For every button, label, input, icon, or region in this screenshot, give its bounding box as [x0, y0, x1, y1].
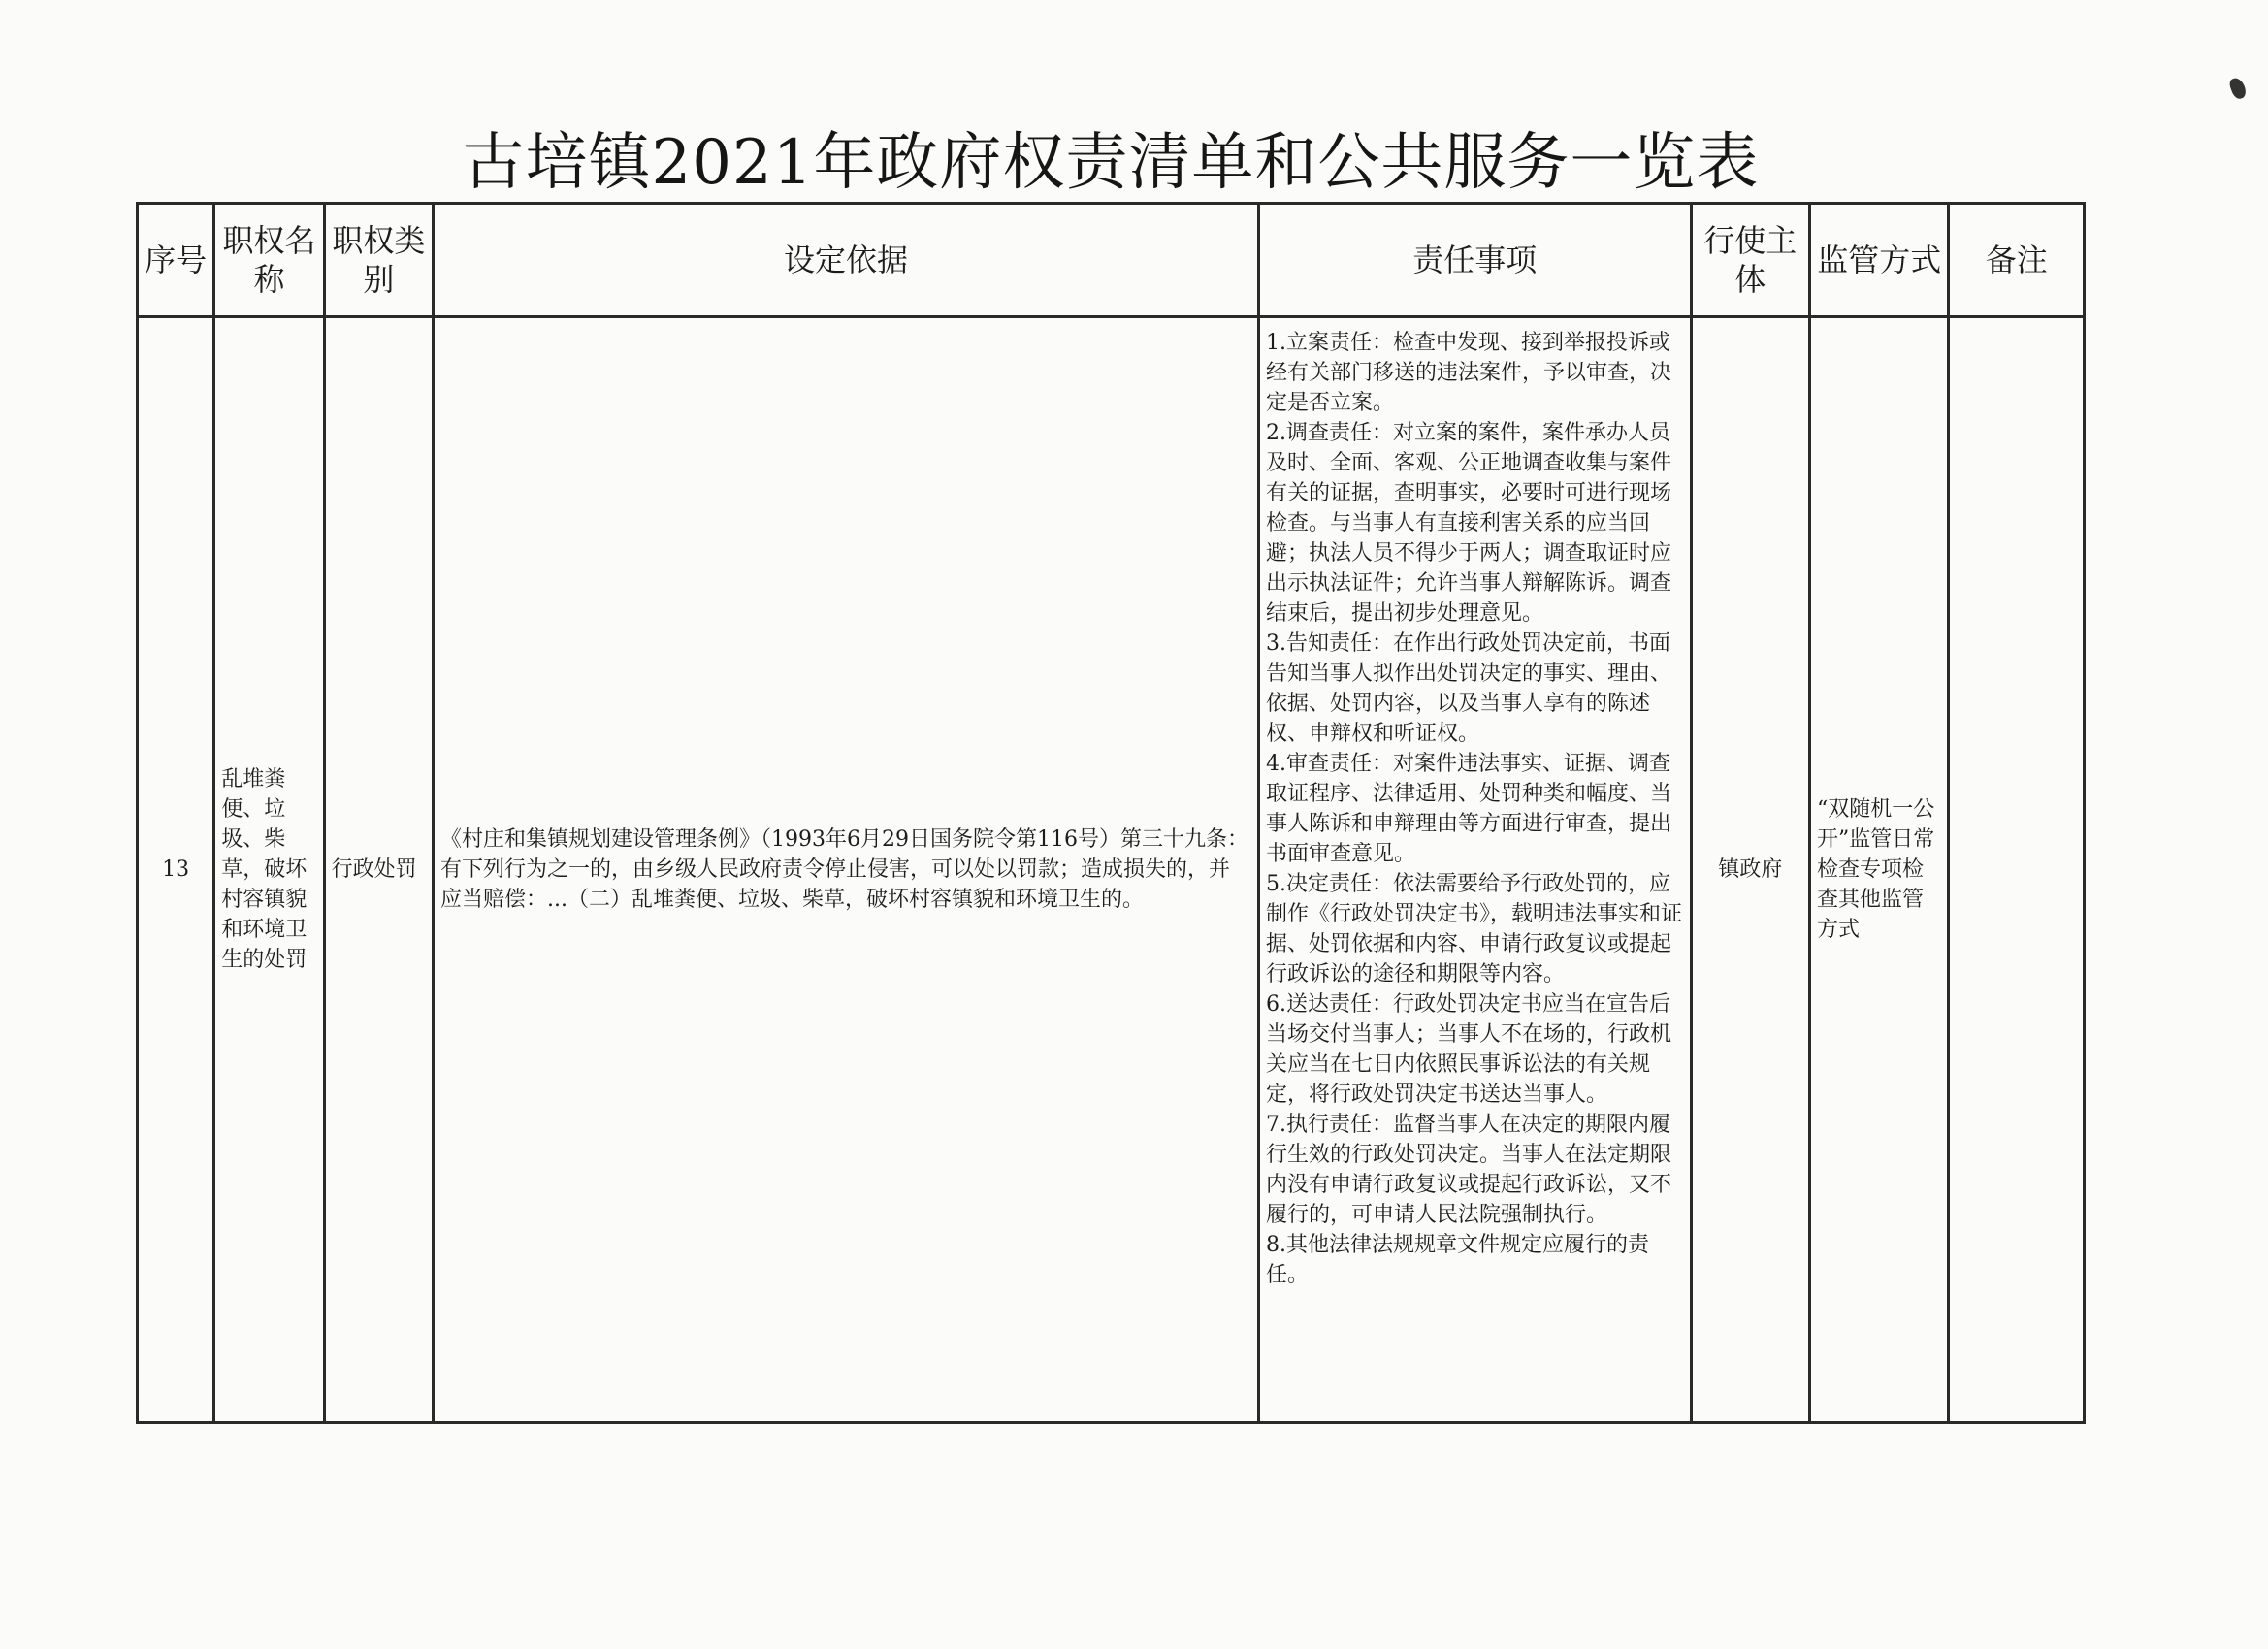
document-title: 古培镇2021年政府权责清单和公共服务一览表	[462, 127, 1760, 199]
cell-body: 镇政府	[1691, 317, 1809, 1423]
responsibility-item: 4.审查责任：对案件违法事实、证据、调查取证程序、法律适用、处罚种类和幅度、当事人陈诉和申辩理由等方面进行审查，提出书面审查意见。	[1266, 752, 1672, 866]
responsibility-item: 6.送达责任：行政处罚决定书应当在宣告后当场交付当事人；当事人不在场的，行政机关应当在七日内依照民事诉讼法的有关规定，将行政处罚决定书送达当事人。	[1266, 992, 1672, 1107]
cell-seq: 13	[138, 317, 214, 1423]
responsibility-item: 1.立案责任：检查中发现、接到举报投诉或经有关部门移送的违法案件，予以审查，决定是否立案。	[1266, 331, 1672, 415]
cell-note	[1949, 317, 2085, 1423]
responsibility-item: 5.决定责任：依法需要给予行政处罚的，应制作《行政处罚决定书》，载明违法事实和证据、处罚依据和内容、申请行政复议或提起行政诉讼的途径和期限等内容。	[1266, 872, 1683, 986]
header-note: 备注	[1949, 204, 2085, 317]
header-seq: 序号	[138, 204, 214, 317]
responsibility-item: 7.执行责任：监督当事人在决定的期限内履行生效的行政处罚决定。当事人在法定期限内没有申请行政复议或提起行政诉讼，又不履行的，可申请人民法院强制执行。	[1266, 1113, 1672, 1227]
table-row	[138, 317, 2085, 1423]
header-body: 行使主体	[1691, 204, 1809, 317]
cell-responsibility	[1259, 317, 1692, 1423]
header-type: 职权类别	[324, 204, 433, 317]
responsibility-item: 3.告知责任：在作出行政处罚决定前，书面告知当事人拟作出处罚决定的事实、理由、依据、处罚内容，以及当事人享有的陈述权、申辩权和听证权。	[1266, 631, 1672, 746]
responsibility-item: 2.调查责任：对立案的案件，案件承办人员及时、全面、客观、公正地调查收集与案件有关的证据，查明事实，必要时可进行现场检查。与当事人有直接利害关系的应当回避；执法人员不得少于两人；调查取证时应出示执法证件；允许当事人辩解陈诉。调查结束后，提出初步处理意见。	[1266, 421, 1672, 626]
header-basis: 设定依据	[434, 204, 1259, 317]
cell-name: 乱堆粪便、垃圾、柴草，破坏村容镇貌和环境卫生的处罚	[214, 317, 324, 1423]
responsibility-item: 8.其他法律法规规章文件规定应履行的责任。	[1266, 1233, 1649, 1287]
header-supervision: 监管方式	[1809, 204, 1949, 317]
cell-supervision: “双随机一公开”监管日常检查专项检查其他监管方式	[1809, 317, 1949, 1423]
cell-basis: 《村庄和集镇规划建设管理条例》（1993年6月29日国务院令第116号）第三十九条：有下列行为之一的，由乡级人民政府责令停止侵害，可以处以罚款；造成损失的，并应当赔偿：...（二）乱堆粪便、垃圾、柴草，破坏村容镇貌和环境卫生的。	[434, 317, 1259, 1423]
responsibility-table	[136, 202, 2086, 1424]
header-responsibility: 责任事项	[1259, 204, 1692, 317]
scan-speck	[2228, 76, 2249, 100]
header-name: 职权名称	[214, 204, 324, 317]
cell-type: 行政处罚	[324, 317, 433, 1423]
table-header-row	[138, 204, 2085, 317]
